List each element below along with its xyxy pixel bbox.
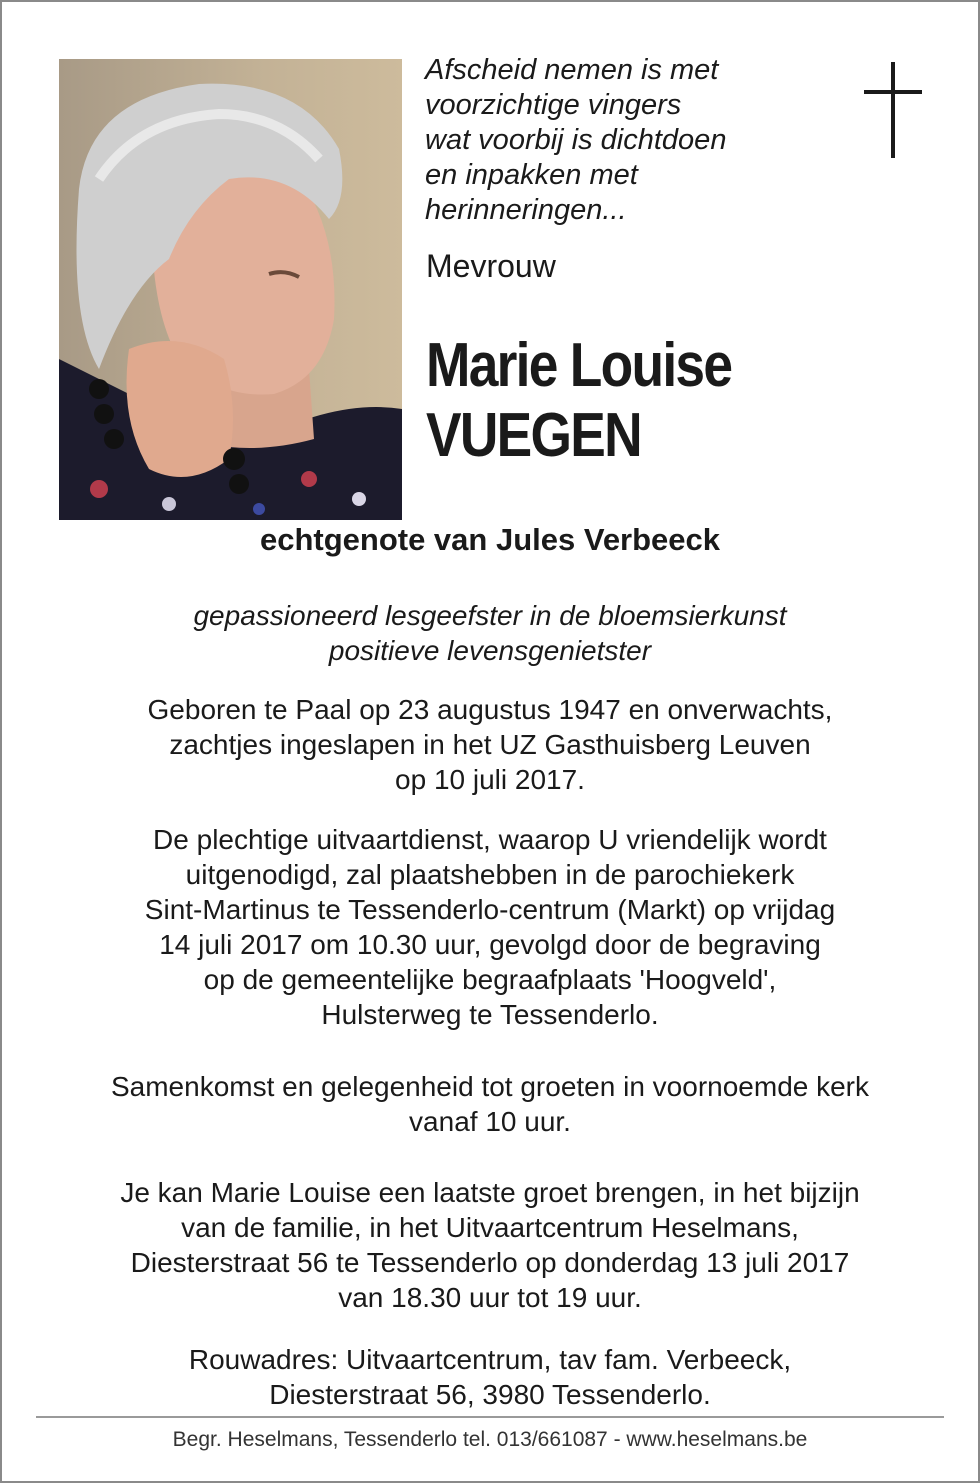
visit-line: Diesterstraat 56 te Tessenderlo op donderdag 13 juli 2017 (130, 1247, 850, 1278)
birth-line: Geboren te Paal op 23 augustus 1947 en onverwachts, (147, 694, 833, 725)
service-line: op de gemeentelijke begraafplaats 'Hoogveld', (203, 964, 777, 995)
visit-line: van de familie, in het Uitvaartcentrum Heselmans, (181, 1212, 799, 1243)
poem-line: en inpakken met (425, 159, 638, 191)
honorific: Mevrouw (426, 248, 556, 284)
deceased-name (426, 331, 731, 471)
gathering-paragraph (0, 1069, 980, 1139)
gathering-line: Samenkomst en gelegenheid tot groeten in voornoemde kerk (110, 1071, 870, 1102)
last-name: VUEGEN (426, 401, 641, 470)
service-line: 14 juli 2017 om 10.30 uur, gevolgd door de begraving (159, 929, 821, 960)
service-line: Hulsterweg te Tessenderlo. (321, 999, 659, 1030)
poem-line: Afscheid nemen is met (425, 54, 719, 86)
birth-paragraph (0, 692, 980, 797)
tagline-line: positieve levensgenietster (328, 635, 652, 666)
first-name: Marie Louise (426, 331, 732, 400)
service-line: De plechtige uitvaartdienst, waarop U vriendelijk wordt (153, 824, 827, 855)
mourning-address (0, 1342, 980, 1412)
footer-credit: Begr. Heselmans, Tessenderlo tel. 013/661087 - www.heselmans.be (172, 1428, 808, 1451)
address-line: Diesterstraat 56, 3980 Tessenderlo. (269, 1379, 711, 1410)
visit-line: Je kan Marie Louise een laatste groet brengen, in het bijzijn (120, 1177, 860, 1208)
birth-line: zachtjes ingeslapen in het UZ Gasthuisberg Leuven (169, 729, 811, 760)
visit-line: van 18.30 uur tot 19 uur. (338, 1282, 642, 1313)
service-line: uitgenodigd, zal plaatshebben in de parochiekerk (185, 859, 795, 890)
poem-line: voorzichtige vingers (425, 89, 682, 121)
portrait-photo (59, 59, 402, 520)
visit-paragraph (0, 1175, 980, 1315)
service-paragraph (0, 822, 980, 1032)
poem-line: herinneringen... (425, 194, 627, 226)
spouse-line: echtgenote van Jules Verbeeck (259, 522, 721, 557)
footer-divider (36, 1416, 944, 1418)
address-line: Rouwadres: Uitvaartcentrum, tav fam. Verbeeck, (188, 1344, 792, 1375)
birth-line: op 10 juli 2017. (395, 764, 585, 795)
poem-line: wat voorbij is dichtdoen (425, 124, 727, 156)
tagline-line: gepassioneerd lesgeefster in de bloemsierkunst (193, 600, 787, 631)
gathering-line: vanaf 10 uur. (409, 1106, 571, 1137)
service-line: Sint-Martinus te Tessenderlo-centrum (Markt) op vrijdag (144, 894, 836, 925)
tagline (0, 598, 980, 668)
cross-icon (864, 62, 922, 158)
poem (425, 53, 845, 228)
